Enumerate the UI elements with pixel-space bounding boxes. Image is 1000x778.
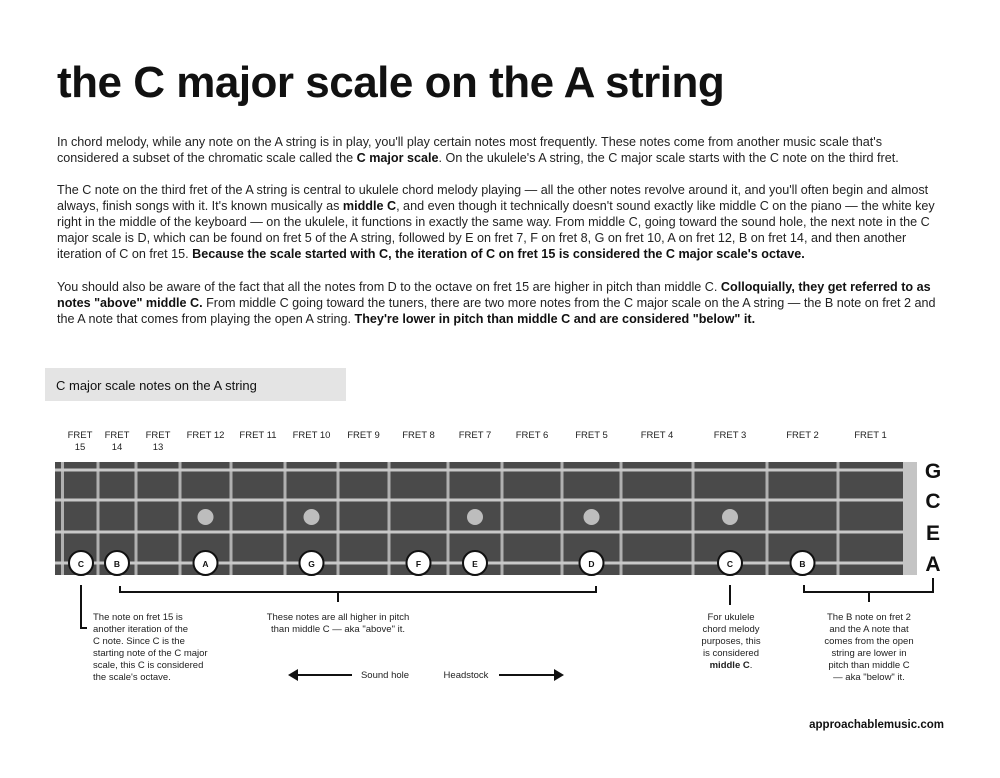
nut xyxy=(903,462,917,575)
p1-text-c: . On the ukulele's A string, the C major scale starts with the C note on the third fret. xyxy=(438,151,899,165)
string-name-label: G xyxy=(924,460,942,483)
fret-label: FRET 3 xyxy=(713,430,747,441)
below-bracket xyxy=(804,578,933,602)
middle-c-bold-term: middle C xyxy=(709,660,750,671)
above-annotation-text: than middle C — aka "above" it. xyxy=(270,624,406,635)
string-name-label: A xyxy=(925,553,941,576)
note-label: C xyxy=(726,559,734,569)
fret-label: FRET xyxy=(67,430,93,441)
string-line xyxy=(55,469,903,472)
p3-text-bold-end: They're lower in pitch than middle C and are considered "below" it. xyxy=(354,312,756,326)
position-marker xyxy=(584,509,600,525)
fret-label: FRET 2 xyxy=(786,430,819,441)
note-label: A xyxy=(202,559,209,569)
fret-label: FRET xyxy=(145,430,171,441)
note-label: G xyxy=(308,559,315,569)
headstock-label: Headstock xyxy=(443,670,489,681)
fret-wire xyxy=(837,462,840,575)
fret-label: FRET 9 xyxy=(347,430,380,441)
p2-text-bold-end: Because the scale started with C, the iteration of C on fret 15 is considered the C major scale's octave. xyxy=(192,247,805,261)
middle-c-annotation-bold xyxy=(710,660,753,671)
footer-url: approachablemusic.com xyxy=(809,719,944,731)
below-annotation-text: string are lower in xyxy=(831,648,907,659)
octave-annotation-text: The note on fret 15 is xyxy=(93,612,183,623)
fret-label: FRET 1 xyxy=(854,430,887,441)
middle-c-annotation-text: is considered xyxy=(703,648,759,659)
note-label: B xyxy=(799,559,806,569)
p3-text-bold: Colloquially, they get referred to as notes "above" middle C. xyxy=(57,280,931,310)
section-label: C major scale notes on the A string xyxy=(45,368,346,401)
below-annotation-text: — aka "below" it. xyxy=(833,672,905,683)
octave-annotation-text: C note. Since C is the xyxy=(93,636,185,647)
note-label: C xyxy=(77,559,85,569)
fret-wire xyxy=(179,462,182,575)
below-annotation-text: and the A note that xyxy=(829,624,909,635)
string-name-label: E xyxy=(925,522,941,545)
fret-label: FRET 8 xyxy=(402,430,435,441)
left-arrow-icon xyxy=(288,669,298,681)
fret-wire xyxy=(135,462,138,575)
fret-wire xyxy=(284,462,287,575)
p2-text-c: , and even though it technically doesn't sound exactly like middle C on the piano — the white key right in the middle of the keyboard — on the ukulele, it functions in exactly the same way. From middle C, going toward the sound hole, the next note in the C major scale is D, which can be found on fret 5 of the A string, followed by E on fret 7, F on fret 8, G on fret 10, A on fret 12, B on fret 14, and then another iteration of C on fret 15. xyxy=(57,199,935,261)
fret-wire xyxy=(561,462,564,575)
fret-label: FRET 11 xyxy=(239,430,277,441)
fret-label: 13 xyxy=(152,442,164,453)
middle-c-annotation-text: chord melody xyxy=(702,624,760,635)
string-line xyxy=(55,499,903,502)
octave-annotation-text: starting note of the C major xyxy=(93,648,208,659)
fret-wire xyxy=(97,462,100,575)
p3-text-a: You should also be aware of the fact that all the notes from D to the octave on fret 15 are higher in pitch than middle C. xyxy=(57,280,721,294)
middle-c-period: . xyxy=(749,660,753,671)
fret-wire xyxy=(501,462,504,575)
p1-text-bold: C major scale xyxy=(356,151,439,165)
fret-wire xyxy=(230,462,233,575)
middle-c-annotation-text: For ukulele xyxy=(707,612,755,623)
string-line xyxy=(55,531,903,534)
fret-wire xyxy=(447,462,450,575)
below-annotation-text: pitch than middle C xyxy=(828,660,910,671)
octave-annotation-text: the scale's octave. xyxy=(93,672,171,683)
fret-label: FRET 10 xyxy=(292,430,331,441)
fret-wire xyxy=(692,462,695,575)
fret-label: FRET 12 xyxy=(186,430,225,441)
position-marker xyxy=(722,509,738,525)
fret-wire xyxy=(388,462,391,575)
below-annotation-text: comes from the open xyxy=(824,636,914,647)
octave-annotation-text: another iteration of the xyxy=(93,624,189,635)
fret-wire xyxy=(620,462,623,575)
below-annotation-text: The B note on fret 2 xyxy=(827,612,911,623)
p2-text-a: The C note on the third fret of the A string is central to ukulele chord melody playing — all the other notes revolve around it, and you'll often begin and almost always, finish songs with it. It's known musically as xyxy=(57,183,929,213)
position-marker xyxy=(304,509,320,525)
p2-text-bold: middle C xyxy=(342,199,397,213)
middle-c-annotation-text: purposes, this xyxy=(701,636,761,647)
note-label: D xyxy=(588,559,595,569)
above-bracket xyxy=(120,586,596,602)
fret-label: FRET 4 xyxy=(640,430,674,441)
page-title: the C major scale on the A string xyxy=(57,58,725,107)
above-annotation-text: These notes are all higher in pitch xyxy=(266,612,410,623)
string-name-label: C xyxy=(925,490,941,513)
fret-label: 14 xyxy=(111,442,123,453)
fret-label: FRET 5 xyxy=(575,430,608,441)
right-arrow-icon xyxy=(554,669,564,681)
fret-label: 15 xyxy=(74,442,86,453)
fret-wire xyxy=(766,462,769,575)
fret-wire xyxy=(61,462,64,575)
note-label: F xyxy=(415,559,422,569)
fret-label: FRET 7 xyxy=(458,430,492,441)
position-marker xyxy=(198,509,214,525)
fret-wire xyxy=(337,462,340,575)
p3-text-c: From middle C going toward the tuners, there are two more notes from the C major scale on the A string — the B note on fret 2 and the A note that comes from playing the open A string. xyxy=(57,296,936,326)
note-label: B xyxy=(113,559,121,569)
position-marker xyxy=(467,509,483,525)
octave-bracket xyxy=(81,585,87,628)
fret-label: FRET 6 xyxy=(515,430,549,441)
octave-annotation-text: scale, this C is considered xyxy=(93,660,204,671)
sound-hole-label: Sound hole xyxy=(360,670,410,681)
p1-text-a: In chord melody, while any note on the A string is in play, you'll play certain notes most frequently. These notes come from another music scale that's considered a subset of the chromatic scale called the xyxy=(57,135,882,165)
fret-label: FRET xyxy=(104,430,130,441)
note-label: E xyxy=(472,559,478,569)
